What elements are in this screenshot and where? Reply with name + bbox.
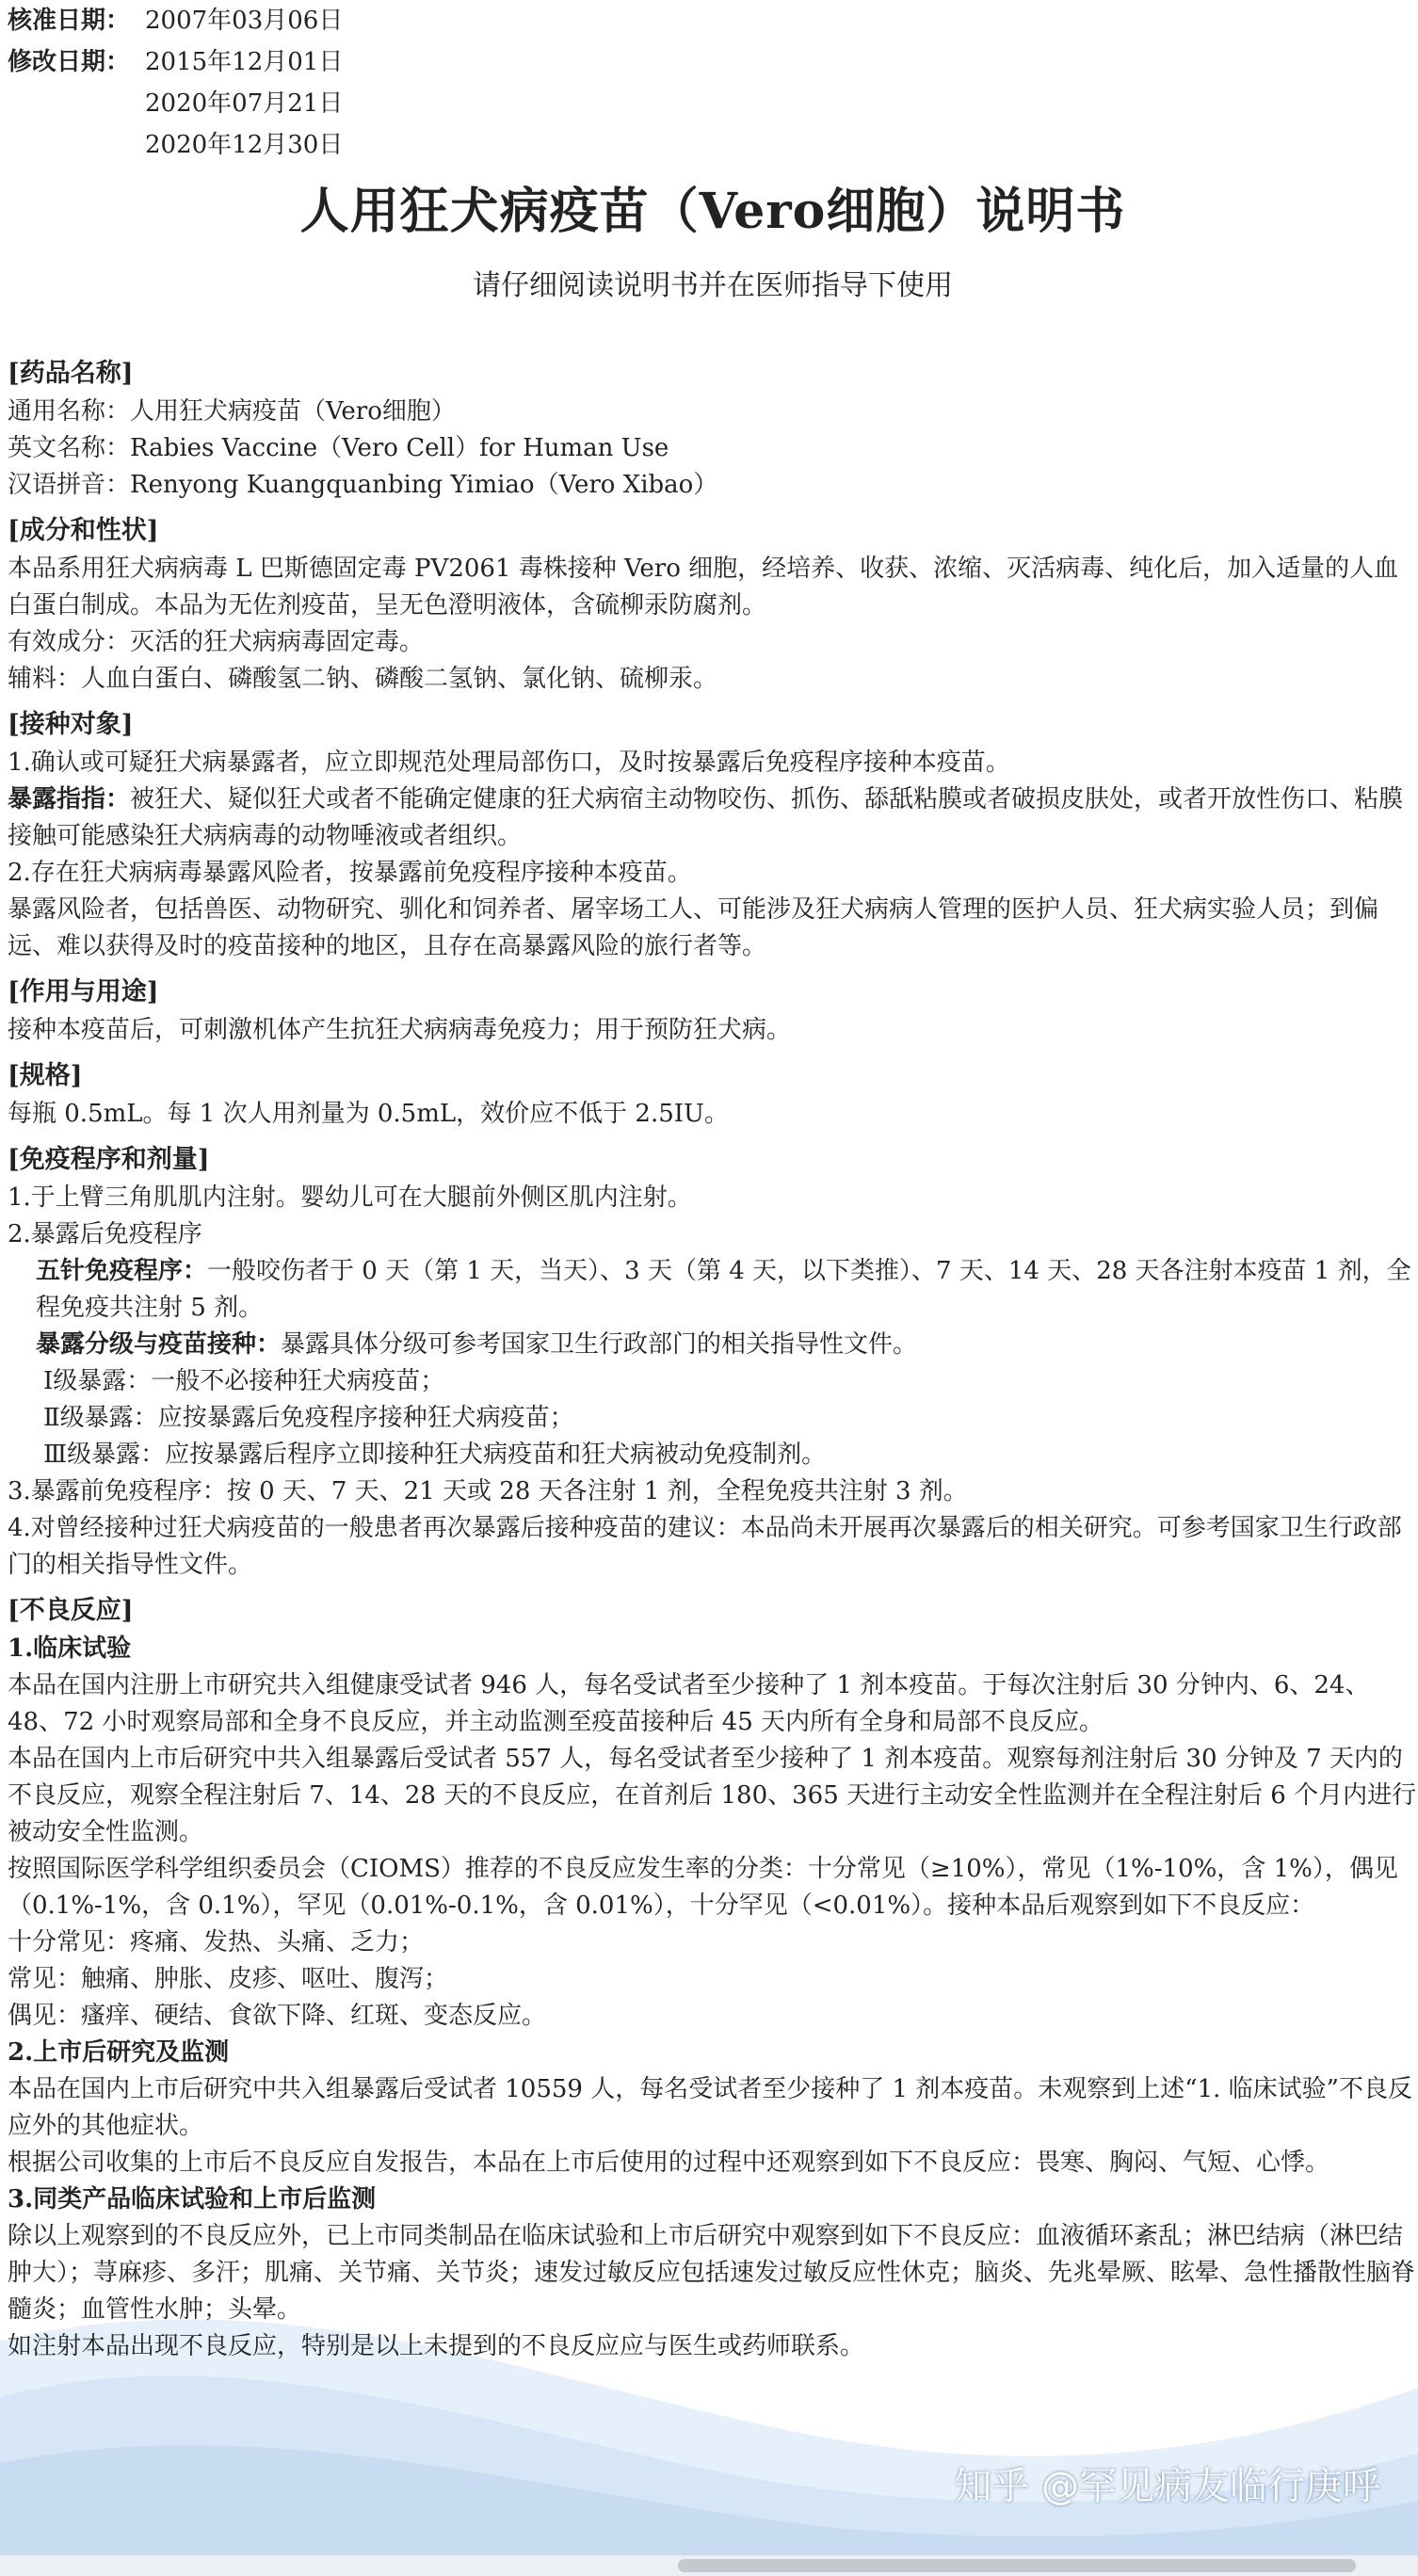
sub-heading: 2.上市后研究及监测: [8, 2038, 230, 2067]
section-heading: [接种对象]: [8, 710, 134, 739]
modify-date: 2015年12月01日: [145, 48, 344, 76]
section-heading: [作用与用途]: [8, 977, 159, 1006]
section-composition: [8, 511, 1418, 698]
exposure-label: 暴露指指：: [8, 785, 131, 813]
generic-name: 通用名称：人用狂犬病疫苗（Vero细胞）: [8, 397, 456, 426]
usage-text: 接种本疫苗后，可刺激机体产生抗狂犬病病毒免疫力；用于预防狂犬病。: [8, 1016, 792, 1044]
english-name: 英文名称：Rabies Vaccine（Vero Cell）for Human Use: [8, 434, 669, 462]
sub-heading: 1.临床试验: [8, 1634, 132, 1663]
spec-text: 每瓶 0.5mL。每 1 次人用剂量为 0.5mL，效价应不低于 2.5IU。: [8, 1100, 729, 1128]
five-dose-schedule: [8, 1253, 1418, 1327]
section-heading: [规格]: [8, 1061, 83, 1090]
exposure-text: 被狂犬、疑似狂犬或者不能确定健康的狂犬病宿主动物咬伤、抓伤、舔舐粘膜或者破损皮肤处，或者开放性伤口、粘膜接触可能感染狂犬病病毒的动物唾液或者组织。: [8, 785, 1404, 850]
dates-block: [8, 0, 1418, 166]
section-schedule: [8, 1140, 1418, 1584]
adverse-paragraph: 按照国际医学科学组织委员会（CIOMS）推荐的不良反应发生率的分类：十分常见（≥10%），常见（1%-10%，含 1%），偶见（0.1%-1%，含 0.1%），罕见（0.01%-0.1%，含 0.01%），十分罕见（<0.01%）。接种本品后观察到如下不良反应：: [8, 1855, 1398, 1920]
section-heading: [药品名称]: [8, 359, 134, 388]
grading-label: 暴露分级与疫苗接种：: [36, 1330, 282, 1359]
target-line-3: 暴露风险者，包括兽医、动物研究、驯化和饲养者、屠宰场工人、可能涉及狂犬病病人管理的医护人员、狂犬病实验人员；到偏远、难以获得及时的疫苗接种的地区，且存在高暴露风险的旅行者等。: [8, 895, 1379, 960]
section-heading: [免疫程序和剂量]: [8, 1145, 210, 1174]
section-adverse: [8, 1591, 1418, 2365]
approve-date-label: 核准日期：: [8, 7, 131, 35]
pinyin-name: 汉语拼音：Renyong Kuangquanbing Yimiao（Vero Xibao）: [8, 471, 718, 499]
target-line-1: 1.确认或可疑狂犬病暴露者，应立即规范处理局部伤口，及时按暴露后免疫程序接种本疫苗。: [8, 749, 1010, 777]
scrollbar-thumb[interactable]: [678, 2559, 1356, 2572]
adverse-paragraph: 根据公司收集的上市后不良反应自发报告，本品在上市后使用的过程中还观察到如下不良反应：畏寒、胸闷、气短、心悸。: [8, 2149, 1330, 2177]
section-heading: [不良反应]: [8, 1596, 134, 1625]
schedule-line-3: 3.暴露前免疫程序：按 0 天、7 天、21 天或 28 天各注射 1 剂，全程免疫共注射 3 剂。: [8, 1477, 968, 1505]
common-reactions: 常见：触痛、肿胀、皮疹、呕吐、腹泻；: [8, 1965, 449, 1993]
composition-text: 本品系用狂犬病病毒 L 巴斯德固定毒 PV2061 毒株接种 Vero 细胞，经培养、收获、浓缩、灭活病毒、纯化后，加入适量的人血白蛋白制成。本品为无佐剂疫苗，呈无色澄明液体，含硫柳汞防腐剂。: [8, 555, 1399, 620]
exposure-grading: [8, 1327, 1418, 1363]
uncommon-reactions: 偶见：瘙痒、硬结、食欲下降、红斑、变态反应。: [8, 2002, 547, 2030]
horizontal-scrollbar[interactable]: [0, 2555, 1418, 2576]
schedule-line-4: 4.对曾经接种过狂犬病疫苗的一般患者再次暴露后接种疫苗的建议：本品尚未开展再次暴露后的相关研究。可参考国家卫生行政部门的相关指导性文件。: [8, 1514, 1402, 1579]
adverse-paragraph: 本品在国内上市后研究中共入组暴露后受试者 557 人，每名受试者至少接种了 1 剂本疫苗。观察每剂注射后 30 分钟及 7 天内的不良反应，观察全程注射后 7、14、28 天的不良反应，在首剂后 180、365 天进行主动安全性监测并在全程注射后 6 个月内进行被动安全性监测。: [8, 1745, 1417, 1846]
five-dose-text: 一般咬伤者于 0 天（第 1 天，当天）、3 天（第 4 天，以下类推）、7 天、14 天、28 天各注射本疫苗 1 剂，全程免疫共注射 5 剂。: [36, 1257, 1411, 1322]
adverse-paragraph: 如注射本品出现不良反应，特别是以上未提到的不良反应应与医生或药师联系。: [8, 2332, 865, 2360]
approve-date: 2007年03月06日: [145, 7, 344, 35]
section-target: [8, 705, 1418, 965]
active-ingredient: 有效成分：灭活的狂犬病病毒固定毒。: [8, 628, 425, 656]
document-title: 人用狂犬病疫苗（Vero细胞）说明书: [299, 183, 1126, 240]
modify-date: 2020年12月30日: [145, 131, 344, 159]
section-usage: [8, 973, 1418, 1049]
section-spec: [8, 1056, 1418, 1133]
target-line-2: 2.存在狂犬病病毒暴露风险者，按暴露前免疫程序接种本疫苗。: [8, 859, 692, 887]
grade-1: Ⅰ级暴露：一般不必接种狂犬病疫苗；: [43, 1367, 445, 1395]
adverse-paragraph: 本品在国内注册上市研究共入组健康受试者 946 人，每名受试者至少接种了 1 剂本疫苗。于每次注射后 30 分钟内、6、24、48、72 小时观察局部和全身不良反应，并主动监测至疫苗接种后 45 天内所有全身和局部不良反应。: [8, 1671, 1370, 1736]
grade-3: Ⅲ级暴露：应按暴露后程序立即接种狂犬病疫苗和狂犬病被动免疫制剂。: [43, 1441, 827, 1469]
modify-date: 2020年07月21日: [145, 89, 344, 118]
section-drug-name: [8, 354, 1418, 504]
schedule-line-1: 1.于上臂三角肌肌内注射。婴幼儿可在大腿前外侧区肌内注射。: [8, 1183, 692, 1212]
excipients: 辅料：人血白蛋白、磷酸氢二钠、磷酸二氢钠、氯化钠、硫柳汞。: [8, 665, 718, 693]
adverse-paragraph: 除以上观察到的不良反应外，已上市同类制品在临床试验和上市后研究中观察到如下不良反应：血液循环紊乱；淋巴结病（淋巴结肿大）；荨麻疹、多汗；肌痛、关节痛、关节炎；速发过敏反应包括速发过敏反应性休克；脑炎、先兆晕厥、眩晕、急性播散性脑脊髓炎；血管性水肿；头晕。: [8, 2222, 1416, 2324]
sub-heading: 3.同类产品临床试验和上市后监测: [8, 2185, 377, 2214]
very-common-reactions: 十分常见：疼痛、发热、头痛、乏力；: [8, 1928, 425, 1956]
document-body: [8, 354, 1418, 2365]
grading-text: 暴露具体分级可参考国家卫生行政部门的相关指导性文件。: [281, 1330, 918, 1359]
watermark: 知乎 @罕见病友临行庚呼: [954, 2465, 1380, 2508]
adverse-paragraph: 本品在国内上市后研究中共入组暴露后受试者 10559 人，每名受试者至少接种了 1 剂本疫苗。未观察到上述“1. 临床试验”不良反应外的其他症状。: [8, 2075, 1412, 2140]
grade-2: Ⅱ级暴露：应按暴露后免疫程序接种狂犬病疫苗；: [43, 1404, 574, 1432]
five-dose-label: 五针免疫程序：: [36, 1257, 208, 1285]
section-heading: [成分和性状]: [8, 516, 159, 545]
exposure-definition: [8, 781, 1418, 855]
schedule-line-2: 2.暴露后免疫程序: [8, 1220, 202, 1248]
document-subtitle: 请仔细阅读说明书并在医师指导下使用: [473, 269, 953, 302]
modify-date-label: 修改日期：: [8, 48, 131, 76]
